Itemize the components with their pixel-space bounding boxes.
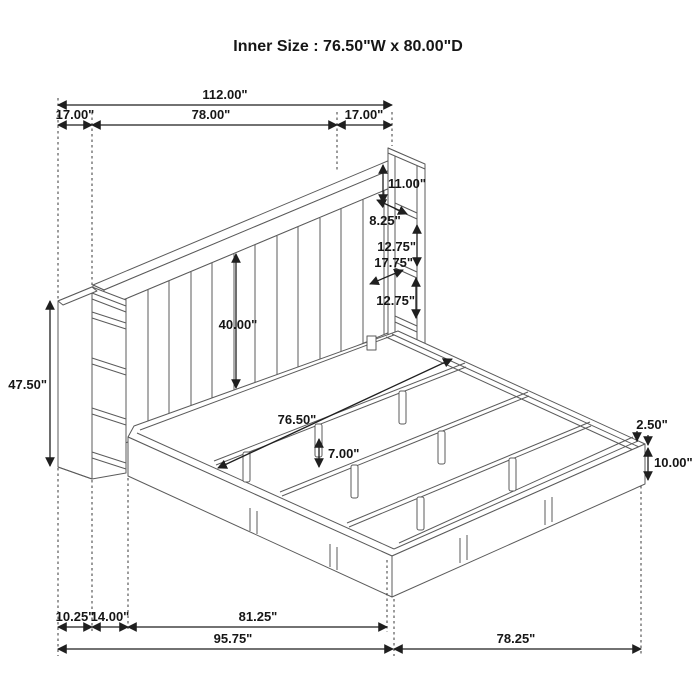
- dim-pier-foot-depth: [56, 609, 95, 627]
- leg: [438, 431, 445, 464]
- dim-lower-opening-height-label: 12.75": [376, 293, 415, 308]
- dim-deck-inset: [636, 417, 667, 445]
- dim-pier-gap-label: 14.00": [90, 609, 130, 624]
- dim-inner-width-label: 76.50": [277, 412, 317, 427]
- dim-overall-depth: [58, 631, 393, 649]
- left-pier-front-panel: [58, 287, 92, 479]
- dim-platform-depth-label: 81.25": [238, 609, 278, 624]
- dim-headboard-width-label: 78.00": [191, 107, 231, 122]
- dim-top-opening-height-label: 11.00": [388, 176, 426, 191]
- dim-shelf-depth-label: 8.25": [369, 213, 401, 228]
- dim-overall-width: [58, 87, 392, 105]
- dim-pier-foot-depth-label: 10.25": [55, 609, 95, 624]
- dim-pier-height: [8, 301, 50, 466]
- dim-pier-gap: [91, 609, 130, 627]
- dim-rail-height-label: 10.00": [654, 455, 693, 470]
- dim-leg-height-label: 7.00": [328, 446, 360, 461]
- dim-pier-height-label: 47.50": [8, 377, 47, 392]
- dim-footboard-width: [394, 631, 641, 649]
- dim-pier-side-width-label: 17.75": [374, 255, 413, 270]
- dim-overall-width-label: 112.00": [202, 87, 248, 102]
- diagram-title: Inner Size : 76.50"W x 80.00"D: [233, 38, 463, 55]
- leg: [399, 391, 406, 424]
- dim-rail-height: [648, 448, 693, 480]
- mounting-bracket: [367, 336, 376, 350]
- dim-upper-opening-height-label: 12.75": [377, 239, 416, 254]
- dim-right-pier-width-label: 17.00": [344, 107, 384, 122]
- dim-overall-depth-label: 95.75": [213, 631, 253, 646]
- bed-drawing: [58, 148, 645, 597]
- left-pier: [58, 287, 126, 479]
- dim-headboard-panel-height-label: 40.00": [218, 317, 258, 332]
- dim-headboard-width: [92, 107, 337, 125]
- leg: [351, 465, 358, 498]
- dim-platform-depth: [128, 609, 387, 627]
- dim-deck-inset-label: 2.50": [636, 417, 668, 432]
- leg: [417, 497, 424, 530]
- leg: [509, 458, 516, 491]
- dim-right-pier-width: [337, 107, 392, 125]
- dim-left-pier-width: [56, 107, 95, 125]
- dim-footboard-width-label: 78.25": [496, 631, 536, 646]
- dim-left-pier-width-label: 17.00": [55, 107, 95, 122]
